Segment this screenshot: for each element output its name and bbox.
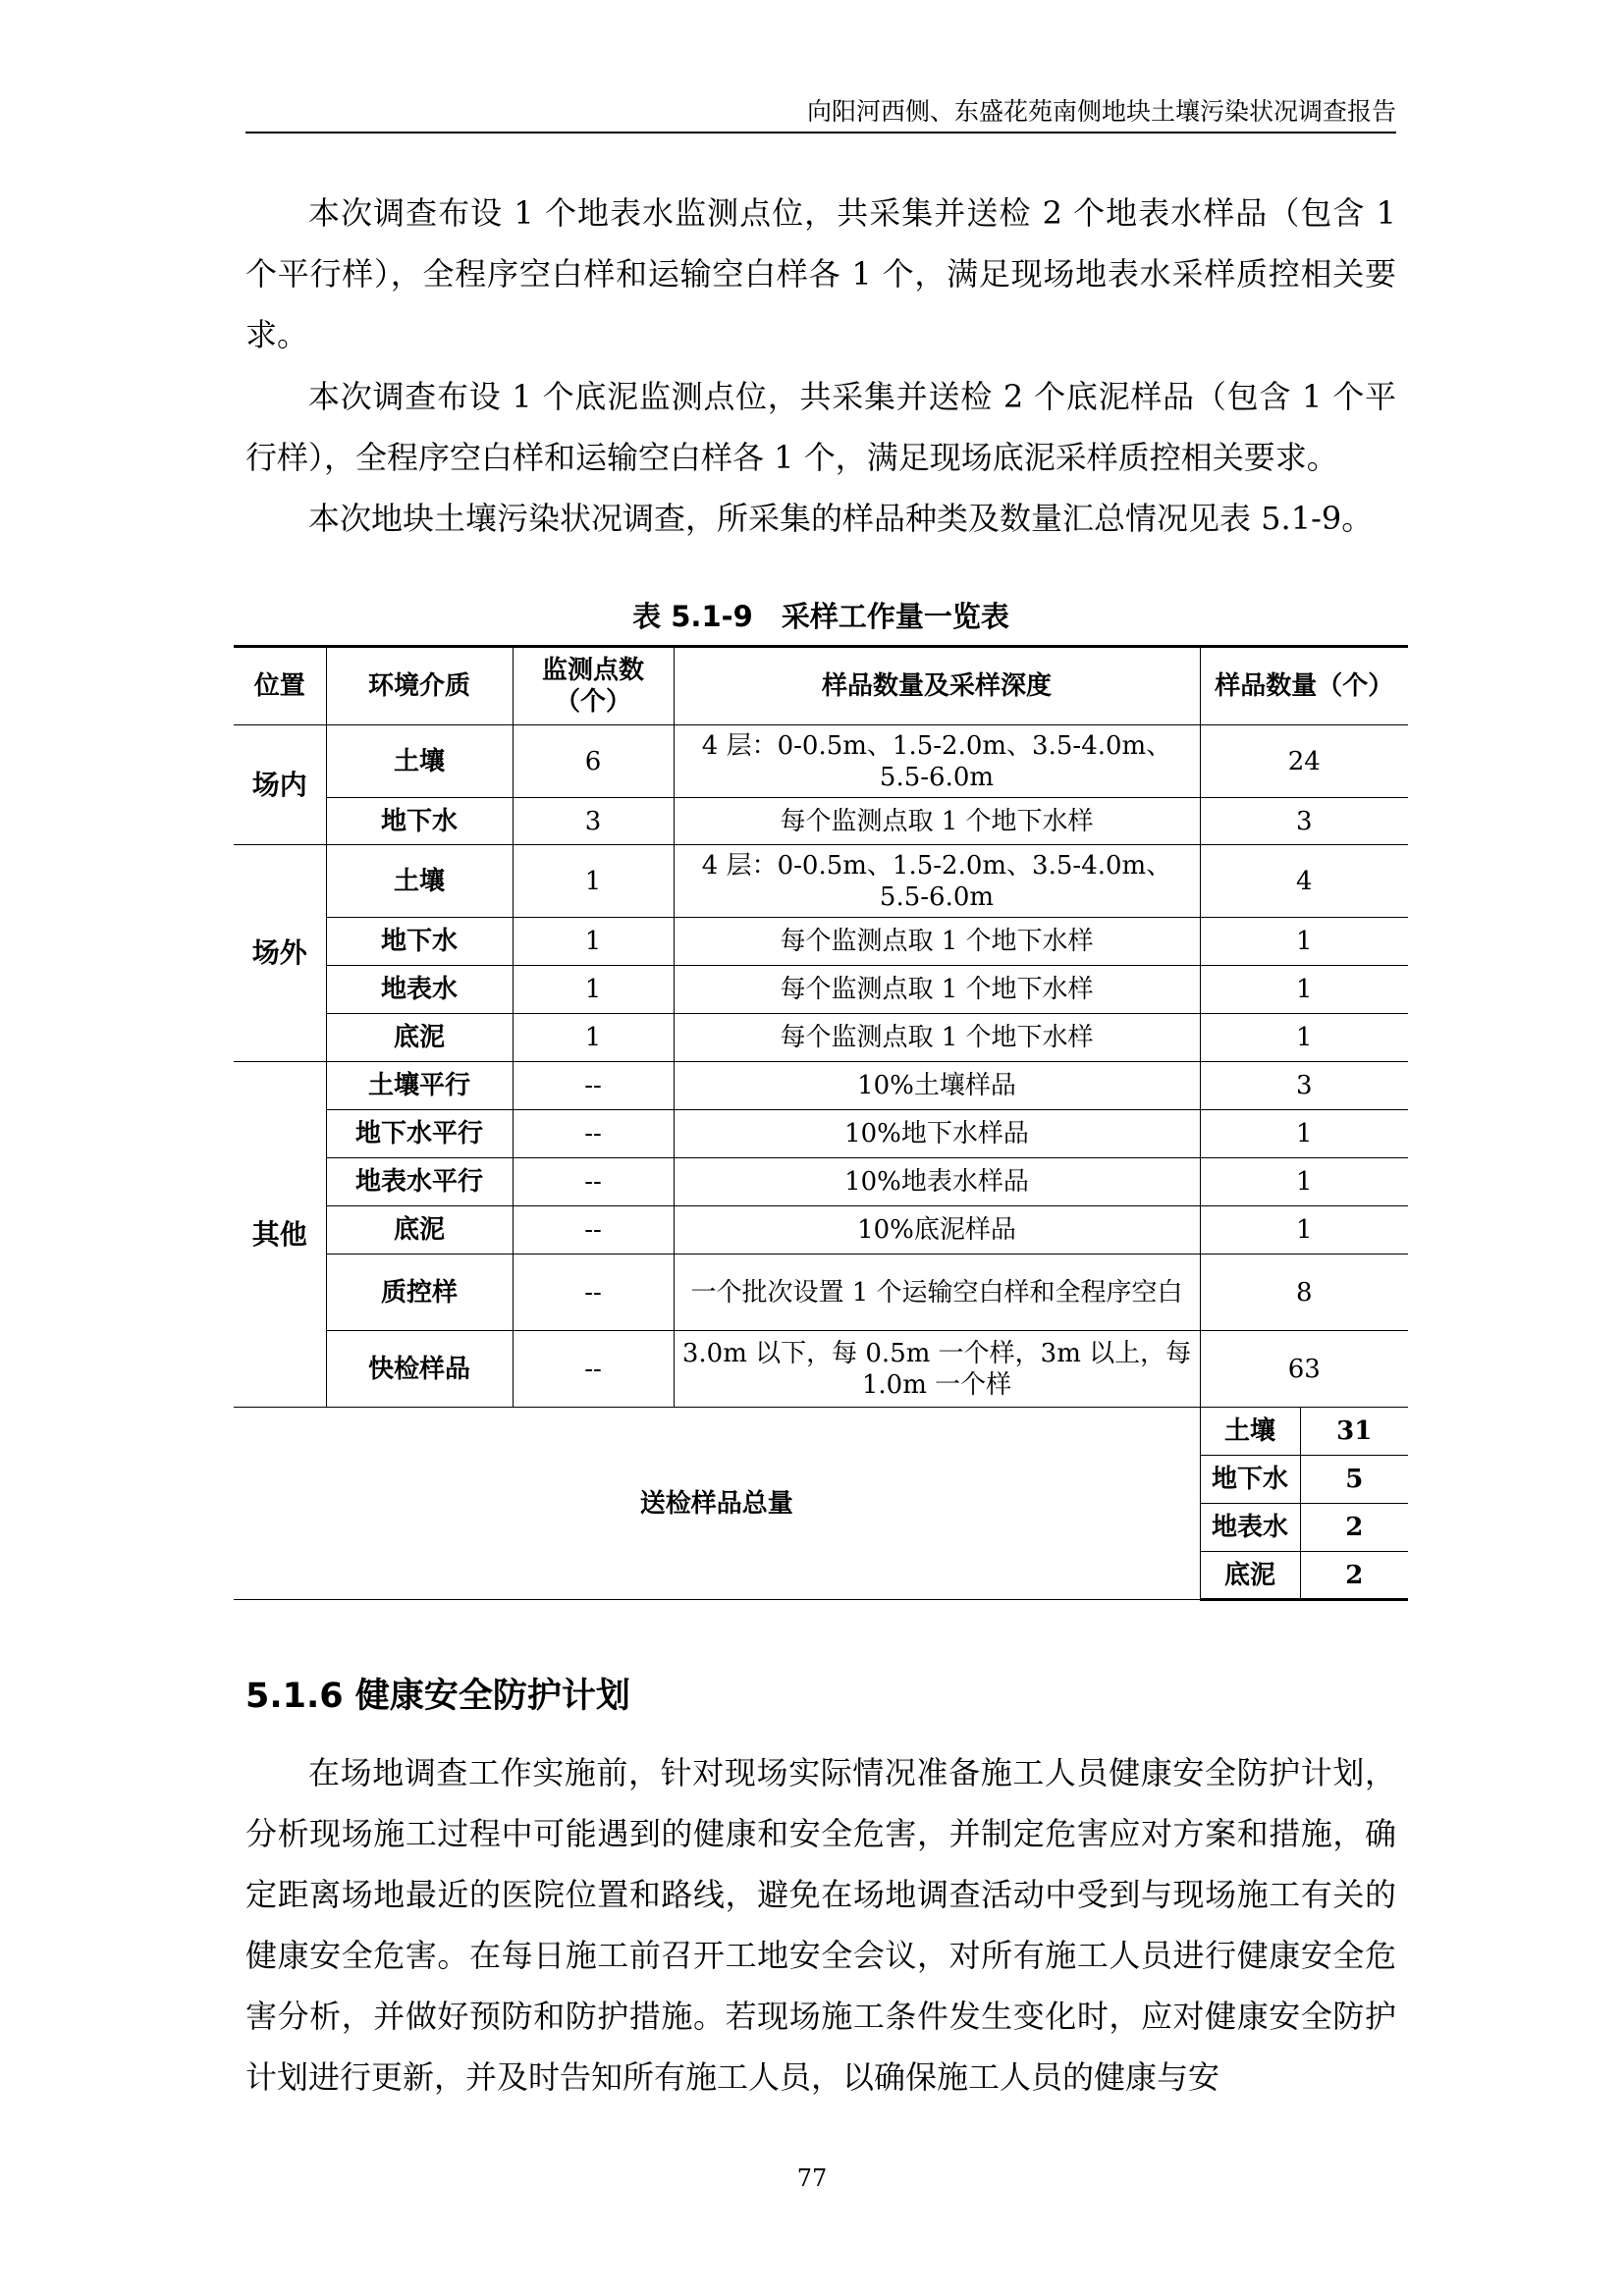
- cell-depth: 4 层：0-0.5m、1.5-2.0m、3.5-4.0m、5.5-6.0m: [674, 845, 1200, 918]
- cell-depth: 一个批次设置 1 个运输空白样和全程序空白: [674, 1255, 1200, 1331]
- table-row: [234, 1206, 1408, 1255]
- cell-count: 1: [1200, 1158, 1408, 1206]
- cell-depth: 每个监测点取 1 个地下水样: [674, 966, 1200, 1014]
- total-label: 送检样品总量: [234, 1408, 1200, 1600]
- cell-points: 6: [513, 725, 674, 798]
- cell-count: 63: [1200, 1331, 1408, 1408]
- table-row: [234, 798, 1408, 845]
- cell-medium: 地下水: [326, 798, 513, 845]
- cell-depth: 10%地下水样品: [674, 1110, 1200, 1158]
- table-row: [234, 1158, 1408, 1206]
- cell-count: 1: [1200, 966, 1408, 1014]
- cell-depth: 10%底泥样品: [674, 1206, 1200, 1255]
- cell-count: 4: [1200, 845, 1408, 918]
- cell-points: --: [513, 1331, 674, 1408]
- total-value: 5: [1300, 1456, 1408, 1504]
- running-header: 向阳河西侧、东盛花苑南侧地块土壤污染状况调查报告: [245, 92, 1396, 133]
- cell-medium: 土壤: [326, 845, 513, 918]
- total-medium-label: 地下水: [1200, 1456, 1300, 1504]
- table-row: [234, 918, 1408, 966]
- cell-depth: 每个监测点取 1 个地下水样: [674, 918, 1200, 966]
- cell-points: --: [513, 1062, 674, 1110]
- header-points: 监测点数（个）: [513, 647, 674, 725]
- cell-count: 24: [1200, 725, 1408, 798]
- table-row: [234, 966, 1408, 1014]
- cell-medium: 底泥: [326, 1014, 513, 1062]
- cell-count: 1: [1200, 1110, 1408, 1158]
- table-header-row: [234, 647, 1408, 725]
- cell-medium: 地下水平行: [326, 1110, 513, 1158]
- page-number: 77: [796, 2164, 828, 2192]
- cell-depth: 每个监测点取 1 个地下水样: [674, 1014, 1200, 1062]
- cell-points: 3: [513, 798, 674, 845]
- table-row: [234, 1255, 1408, 1331]
- paragraph-health-safety: 在场地调查工作实施前，针对现场实际情况准备施工人员健康安全防护计划，分析现场施工过程中可能遇到的健康和安全危害，并制定危害应对方案和措施，确定距离场地最近的医院位置和路线，避免在场地调查活动中受到与现场施工有关的健康安全危害。在每日施工前召开工地安全会议，对所有施工人员进行健康安全危害分析，并做好预防和防护措施。若现场施工条件发生变化时，应对健康安全防护计划进行更新，并及时告知所有施工人员，以确保施工人员的健康与安: [245, 1754, 1396, 2096]
- table-row: [234, 1110, 1408, 1158]
- table-row: [234, 1331, 1408, 1408]
- header-depth: 样品数量及采样深度: [674, 647, 1200, 725]
- cell-count: 3: [1200, 798, 1408, 845]
- cell-count: 8: [1200, 1255, 1408, 1331]
- paragraph-summary: 本次地块土壤污染状况调查，所采集的样品种类及数量汇总情况见表 5.1-9。: [308, 500, 1374, 537]
- cell-points: 1: [513, 845, 674, 918]
- table-caption: 表 5.1-9 采样工作量一览表: [632, 600, 1009, 633]
- cell-count: 1: [1200, 1014, 1408, 1062]
- cell-depth: 10%地表水样品: [674, 1158, 1200, 1206]
- total-value: 2: [1300, 1552, 1408, 1600]
- header-medium: 环境介质: [326, 647, 513, 725]
- group-outside: 场外: [234, 845, 326, 1062]
- table-row: [234, 1014, 1408, 1062]
- cell-points: 1: [513, 1014, 674, 1062]
- cell-points: 1: [513, 966, 674, 1014]
- table-row: [234, 845, 1408, 918]
- cell-medium: 质控样: [326, 1255, 513, 1331]
- total-value: 31: [1300, 1408, 1408, 1456]
- total-medium-label: 土壤: [1200, 1408, 1300, 1456]
- header-count: 样品数量（个）: [1200, 647, 1408, 725]
- total-medium-label: 底泥: [1200, 1552, 1300, 1600]
- cell-points: 1: [513, 918, 674, 966]
- total-medium-label: 地表水: [1200, 1504, 1300, 1552]
- cell-medium: 地表水: [326, 966, 513, 1014]
- cell-depth: 4 层：0-0.5m、1.5-2.0m、3.5-4.0m、5.5-6.0m: [674, 725, 1200, 798]
- cell-medium: 地下水: [326, 918, 513, 966]
- sampling-workload-table: [234, 645, 1408, 1601]
- cell-points: --: [513, 1206, 674, 1255]
- cell-medium: 快检样品: [326, 1331, 513, 1408]
- cell-medium: 土壤平行: [326, 1062, 513, 1110]
- total-value: 2: [1300, 1504, 1408, 1552]
- paragraph-surface-water: 本次调查布设 1 个地表水监测点位，共采集并送检 2 个地表水样品（包含 1 个平行样），全程序空白样和运输空白样各 1 个，满足现场地表水采样质控相关要求。: [245, 194, 1396, 353]
- cell-count: 1: [1200, 918, 1408, 966]
- cell-count: 3: [1200, 1062, 1408, 1110]
- cell-medium: 地表水平行: [326, 1158, 513, 1206]
- cell-depth: 3.0m 以下，每 0.5m 一个样，3m 以上，每 1.0m 一个样: [674, 1331, 1200, 1408]
- group-inside: 场内: [234, 725, 326, 845]
- section-heading: 5.1.6 健康安全防护计划: [245, 1677, 630, 1716]
- cell-medium: 底泥: [326, 1206, 513, 1255]
- cell-depth: 每个监测点取 1 个地下水样: [674, 798, 1200, 845]
- cell-points: --: [513, 1158, 674, 1206]
- header-position: 位置: [234, 647, 326, 725]
- total-row: [234, 1408, 1408, 1456]
- cell-depth: 10%土壤样品: [674, 1062, 1200, 1110]
- table-row: [234, 725, 1408, 798]
- group-other: 其他: [234, 1062, 326, 1408]
- paragraph-sediment: 本次调查布设 1 个底泥监测点位，共采集并送检 2 个底泥样品（包含 1 个平行样），全程序空白样和运输空白样各 1 个，满足现场底泥采样质控相关要求。: [245, 378, 1396, 476]
- cell-count: 1: [1200, 1206, 1408, 1255]
- cell-points: --: [513, 1110, 674, 1158]
- cell-points: --: [513, 1255, 674, 1331]
- cell-medium: 土壤: [326, 725, 513, 798]
- table-row: [234, 1062, 1408, 1110]
